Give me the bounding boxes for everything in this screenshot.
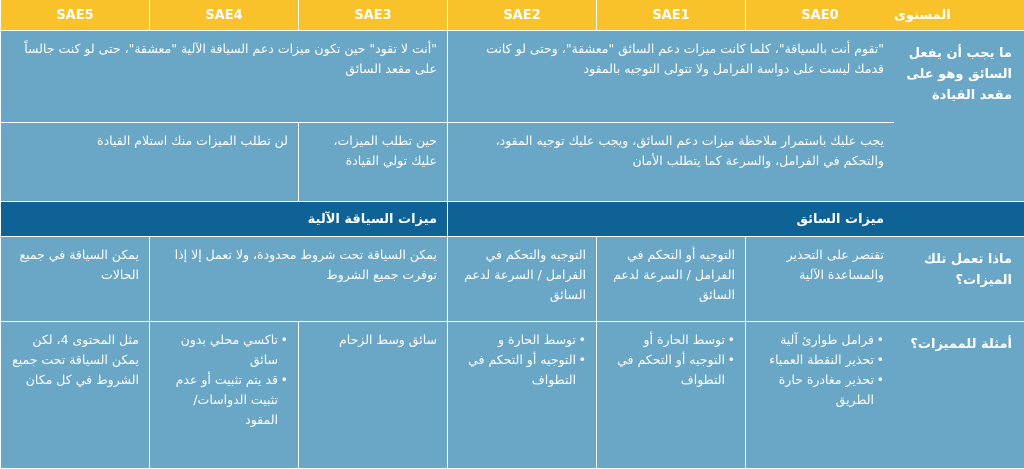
header-level-label: المستوى xyxy=(894,0,1024,31)
what-sae3-4: يمكن السياقة تحت شروط محدودة، ولا تعمل إلا إذا توفرت جميع الشروط xyxy=(149,237,447,322)
list-item: • تحذير النقطة العمياء xyxy=(756,350,884,370)
row-label-driver: ما يجب أن يفعل السائق وهو على مقعد القيادة xyxy=(894,31,1024,202)
header-sae2: SAE2 xyxy=(447,0,596,31)
list-item: • توسط الحارة أو xyxy=(607,330,735,350)
examples-sae3: سائق وسط الزحام xyxy=(298,322,447,469)
header-sae4: SAE4 xyxy=(149,0,298,31)
examples-sae1 xyxy=(596,322,745,469)
list-item: • تاكسي محلي بدون سائق xyxy=(160,330,288,370)
examples-sae5: مثل المحتوى 4، لكن يمكن السياقة تحت جميع الشروط في كل مكان xyxy=(0,322,149,469)
row-label-examples: أمثلة للمميزات؟ xyxy=(894,322,1024,469)
list-item: • توسط الحارة و xyxy=(458,330,586,350)
row-label-what: ماذا تعمل تلك الميزات؟ xyxy=(894,237,1024,322)
examples-sae0 xyxy=(745,322,894,469)
header-sae0: SAE0 xyxy=(745,0,894,31)
header-sae5: SAE5 xyxy=(0,0,149,31)
driver-top-sae3-5: "أنت لا تقود" حين تكون ميزات دعم السياقة الآلية "معشقة"، حتى لو كنت جالساً على مقعد السائق xyxy=(0,31,447,123)
what-sae5: يمكن السياقة في جميع الحالات xyxy=(0,237,149,322)
driver-bottom-sae3: حين تطلب الميزات، عليك تولي القيادة xyxy=(298,123,447,202)
what-sae1: التوجيه أو التحكم في الفرامل / السرعة لدعم السائق xyxy=(596,237,745,322)
header-sae1: SAE1 xyxy=(596,0,745,31)
driver-top-sae0-2: "تقوم أنت بالسياقة"، كلما كانت ميزات دعم السائق "معشقة"، وحتى لو كانت قدمك ليست على دواسة الفرامل ولا تتولى التوجيه بالمقود xyxy=(447,31,894,123)
driver-bottom-sae4-5: لن تطلب الميزات منك استلام القيادة xyxy=(0,123,298,202)
what-sae2: التوجيه والتحكم في الفرامل / السرعة لدعم السائق xyxy=(447,237,596,322)
header-sae3: SAE3 xyxy=(298,0,447,31)
band-row-label xyxy=(894,202,1024,237)
list-item: • فرامل طوارئ آلية xyxy=(756,330,884,350)
list-item: • تحذير مغادرة حارة الطريق xyxy=(756,370,884,410)
examples-sae4 xyxy=(149,322,298,469)
band-driver-features: ميزات السائق xyxy=(447,202,894,237)
list-item: • قد يتم تثبيت أو عدم تثبيت الدواسات/ المقود xyxy=(160,370,288,430)
what-sae0: تقتصر على التحذير والمساعدة الآلية xyxy=(745,237,894,322)
list-item: • التوجيه أو التحكم في التطواف xyxy=(607,350,735,390)
band-automated-features: ميزات السياقة الآلية xyxy=(0,202,447,237)
driver-bottom-sae0-2: يجب عليك باستمرار ملاحظة ميزات دعم السائق، ويجب عليك توجيه المقود، والتحكم في الفرامل، والسرعة كما يتطلب الأمان xyxy=(447,123,894,202)
list-item: • التوجيه أو التحكم في التطواف xyxy=(458,350,586,390)
examples-sae2 xyxy=(447,322,596,469)
